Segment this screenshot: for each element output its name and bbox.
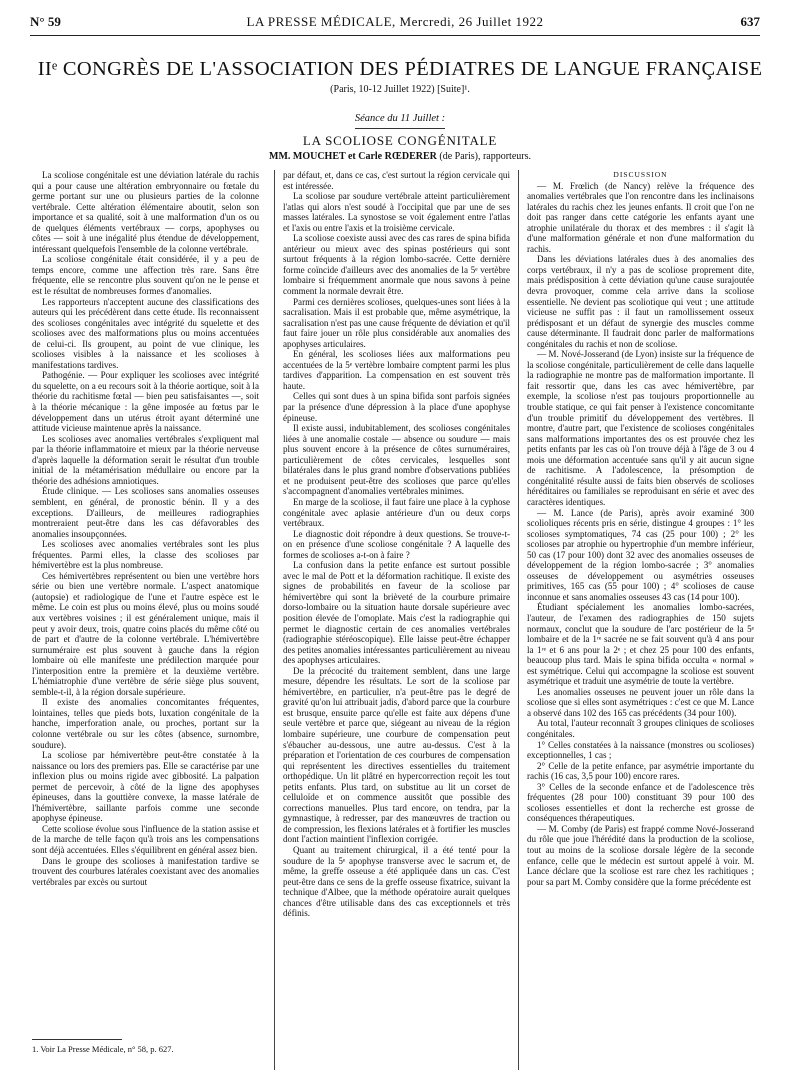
paragraph: — M. Frœlich (de Nancy) relève la fréquence des anomalies vertébrales que l'on rencontre dans les inclinaisons latérales du rachis chez les jeunes enfants. Il croit que l'on ne doit pas ranger dans cette catégorie les enfants ayant une atrophie unilatérale du thorax et des membres : il s'agit là d'une malformation générale et non d'une malformation du rachis. bbox=[527, 180, 754, 254]
paragraph: En général, les scolioses liées aux malformations peu accentuées de la 5ᵉ vertèbre lombaire comptent parmi les plus tardives d'apparition. La compensation en est souvent très haute. bbox=[283, 349, 510, 391]
paragraph: Celles qui sont dues à un spina bifida sont parfois signées par la présence d'une dépression à la place d'une apophyse épineuse. bbox=[283, 391, 510, 423]
paragraph: La confusion dans la petite enfance est surtout possible avec le mal de Pott et la déformation rachitique. Il existe des signes de probabilités en faveur de la scoliose par hémivertèbre qui sont la brièveté de la courbure primaire dorso-lombaire ou la situation haute dorsale supérieure avec position élevée de l'omoplate. Mais c'est la radiographie qui permet le diagnostic certain de ces anomalies vertébrales (radiographie stéréoscopique). Elle laisse peut-être échapper des petites anomalies intéressantes particulièrement au niveau des apophyses articulaires. bbox=[283, 560, 510, 666]
paragraph: Le diagnostic doit répondre à deux questions. Se trouve-t-on en présence d'une scoliose congénitale ? A laquelle des formes de scolioses a-t-on à faire ? bbox=[283, 528, 510, 560]
article-subtitle: (Paris, 10-12 Juillet 1922) [Suite]¹. bbox=[330, 84, 470, 95]
paragraph: La scoliose par soudure vertébrale atteint particulièrement l'atlas qui alors n'est soudé à l'occipital que par une de ses masses latérales. La synostose se voit également entre l'atlas et l'axis ou entre l'axis et la troisième cervicale. bbox=[283, 191, 510, 233]
paragraph: Les scolioses avec anomalies vertébrales s'expliquent mal par la théorie inflammatoire et mieux par la théorie nerveuse d'après laquelle la déformation serait le résultat d'un trouble initial de la métamérisation médullaire ou encore par la théorie des adhésions amniotiques. bbox=[32, 433, 259, 486]
paragraph: — M. Comby (de Paris) est frappé comme Nové-Josserand du rôle que joue l'hérédité dans la production de la scoliose, tout au moins de la scoliose dorsale légère de la seconde enfance, celle que le médecin est surtout appelé à voir. M. Lance déclare que la scoliose est rare chez les rachitiques ; pour sa part M. Comby considère que la forme précédente est bbox=[527, 823, 754, 887]
topic-heading: LA SCOLIOSE CONGÉNITALE bbox=[302, 133, 498, 148]
paragraph: La scoliose congénitale est une déviation latérale du rachis qui a pour cause une altération embryonnaire ou fœtale du germe portant sur une ou plusieurs parties de la colonne vertébrale. Cette altération élémentaire aboutit, selon son importance et sa qualité, soit à une malformation d'un os ou de quelques éléments vertébraux — corps, apophyses ou côtes — soit à une inégalité plus étendue de développement, intéressant quelquefois l'ensemble de la colonne vertébrale. bbox=[32, 170, 259, 254]
paragraph: 1° Celles constatées à la naissance (monstres ou scolioses) exceptionnelles, 1 cas ; bbox=[527, 739, 754, 761]
paragraph: Quant au traitement chirurgical, il a été tenté pour la soudure de la 5ᵉ apophyse transverse avec le sacrum et, de même, la greffe osseuse a été appliquée dans un cas. C'est peut-être dans ce sens de la greffe osseuse fixatrice, suivant la technique d'Albee, que la méthode opératoire aurait quelques chances d'être utilisable dans des cas exceptionnels et très définis. bbox=[283, 845, 510, 919]
paragraph: Il existe aussi, indubitablement, des scolioses congénitales liées à une anomalie costale — absence ou soudure — mais plus souvent encore à la présence de côtes surnuméraires, particulièrement de côtes cervicales, lesquelles sont bilatérales dans le plus grand nombre d'observations publiées et ne produisent peut-être des scolioses que parce qu'elles s'accompagnent d'anomalies vertébrales minimes. bbox=[283, 423, 510, 497]
paragraph: — M. Nové-Josserand (de Lyon) insiste sur la fréquence de la scoliose congénitale, particulièrement de celle dans laquelle la radiographie ne montre pas de malformation importante. Il fait ressortir que, dans les cas avec hémivertèbre, par exemple, la scoliose n'est pas toujours proportionnelle au trouble statique, ce qui fait penser à l'existence concomitante d'un trouble primitif du développement des vertèbres. Il montre, d'autre part, que l'existence de scolioses congénitales sans malformations importantes des os est prouvée chez les petits enfants par les cas où l'on trouve déjà à l'âge de 3 ou 4 mois une déformation accentuée sans qu'il y ait aucun signe de rachitisme. A l'adolescence, la présomption de congénitalité résulte aussi de faits bien observés de scolioses héréditaires ou familiales se reproduisant en série et avec des caractères identiques. bbox=[527, 349, 754, 507]
issue-number: N° 59 bbox=[30, 14, 61, 29]
paragraph: Parmi ces dernières scolioses, quelques-unes sont liées à la sacralisation. Mais il est probable que, même asymétrique, la sacralisation n'est pas une cause fréquente de déviation et qu'il faut faire jouer un rôle plus considérable aux anomalies des apophyses articulaires. bbox=[283, 296, 510, 349]
session-date: Séance du 11 Juillet : bbox=[354, 113, 446, 124]
paragraph: Cette scoliose évolue sous l'influence de la station assise et de la marche de telle façon qu'à trois ans les compensations sont déjà accentuées. Elles s'équilibrent en général assez bien. bbox=[32, 823, 259, 855]
paragraph: Dans les déviations latérales dues à des anomalies des corps vertébraux, il n'y a pas de scoliose proprement dite, mais prédisposition à cette déviation qu'une cause surajoutée devra provoquer, comme cela arrive dans la scoliose essentielle. Ne devient pas scoliotique qui veut ; une attitude vicieuse ne suffit pas : il faut un ramollissement osseux prédisposant et un défaut de synergie des muscles comme cause déterminante. Il faudrait donc parler de malformations congénitales du rachis et non de scoliose. bbox=[527, 254, 754, 349]
paragraph: Les scolioses avec anomalies vertébrales sont les plus fréquentes. Parmi elles, la classe des scolioses par hémivertèbre est la plus nombreuse. bbox=[32, 539, 259, 571]
footnote-rule bbox=[32, 1039, 122, 1040]
session-rule bbox=[355, 128, 445, 129]
paragraph: Dans le groupe des scolioses à manifestation tardive se trouvent des courbures latérales coexistant avec des anomalies vertébrales par excès ou surtout bbox=[32, 855, 259, 887]
paragraph: Il existe des anomalies concomitantes fréquentes, lointaines, telles que pieds bots, luxation congénitale de la hanche, imperforation anale, ou proches, portant sur la colonne vertébrale ou sur les côtes (absence, surnombre, soudure). bbox=[32, 697, 259, 750]
column-rule-1 bbox=[274, 170, 275, 1070]
paragraph: Ces hémivertèbres représentent ou bien une vertèbre hors série ou bien une vertèbre normale. L'aspect anatomique (autopsie) et radiologique de l'une et l'autre espèce est le même. Le coin est plus ou moins élevé, plus ou moins soudé aux vertèbres voisines ; il est généralement unique, mais il peut y avoir deux, trois, quatre coins placés du même côté ou de part et d'autre de la colonne vertébrale. L'hémivertèbre surnuméraire est plus souvent à gauche dans la région lombaire où elle manifeste une prédilection marquée pour l'interposition entre la première et la deuxième vertèbre. L'hémiatrophie d'une vertèbre de série siège plus souvent, semble-t-il, à la région dorsale supérieure. bbox=[32, 570, 259, 697]
column-3 bbox=[527, 170, 754, 1075]
paragraph: par défaut, et, dans ce cas, c'est surtout la région cervicale qui est intéressée. bbox=[283, 170, 510, 191]
column-1 bbox=[32, 170, 259, 1028]
column-rule-2 bbox=[518, 170, 519, 1070]
paragraph: 3° Celles de la seconde enfance et de l'adolescence très fréquentes (28 pour 100) constituant 39 pour 100 des scolioses essentielles et dont la recherche est grosse de conséquences thérapeutiques. bbox=[527, 781, 754, 824]
article-title: IIᵉ CONGRÈS DE L'ASSOCIATION DES PÉDIATRES DE LANGUE FRANÇAISE bbox=[37, 58, 763, 80]
journal-line: LA PRESSE MÉDICALE, Mercredi, 26 Juillet 1922 bbox=[246, 14, 544, 29]
paragraph: La scoliose congénitale était considérée, il y a peu de temps encore, comme une affection très rare. Sans être fréquente, elle se rencontre plus souvent qu'on ne le pense et est le résultat de nombreuses formes d'anomalies. bbox=[32, 254, 259, 297]
paragraph: Étudiant spécialement les anomalies lombo-sacrées, l'auteur, de l'examen des radiographies de 150 sujets normaux, conclut que la soudure de l'arc postérieur de la 5ᵉ lombaire et de la 1ʳᵉ sacrée ne se fait souvent qu'à 4 ans pour la 1ʳᵉ et 6 ans pour la 2ᵉ ; et chez 25 pour 100 des enfants, beaucoup plus tard. Mais le spina bifida occulta « normal » est symétrique. Celui qui accompagne la scoliose est souvent asymétrique et traduit une asymétrie de toute la vertèbre. bbox=[527, 602, 754, 687]
paragraph: Les anomalies osseuses ne peuvent jouer un rôle dans la scoliose que si elles sont asymétriques : c'est ce que M. Lance a observé dans 102 des 165 cas précédents (34 pour 100). bbox=[527, 686, 754, 718]
discussion-heading: DISCUSSION bbox=[613, 170, 668, 179]
author-affiliation: (de Paris), rapporteurs. bbox=[436, 151, 531, 162]
column-2 bbox=[283, 170, 510, 1075]
paragraph: La scoliose coexiste aussi avec des cas rares de spina bifida antérieur ou mieux avec des spinas postérieurs qui sont surtout fréquents à la région lombo-sacrée. Cette dernière forme coïncide d'ailleurs avec des anomalies de la 5ᵉ vertèbre lombaire si fréquemment anormale que nous savons à peine comment la normale devrait être. bbox=[283, 233, 510, 297]
paragraph: De la précocité du traitement semblent, dans une large mesure, dépendre les résultats. Le sort de la scoliose par hémivertèbre, en particulier, n'a peut-être pas le degré de gravité qu'on lui attribuait jadis, d'abord parce que la courbure est brusque, ensuite parce qu'elle est faite aux dépens d'une seule vertèbre et parce que, siégeant au niveau de la région lombaire supérieure, une courbure de compensation peut s'ébaucher au-dessous, une autre au-dessus. C'est à la préparation et l'orientation de ces courbures de compensation qui représentent les directives essentielles du traitement orthopédique. Un lit plâtré en hypercorrection reçoit les tout petits enfants. Plus tard, on substitue au lit un corset de celluloïde et on commence aussitôt que possible des corrections manuelles. Plus tard encore, on tendra, par la gymnastique, à redresser, par des manœuvres de traction ou de compression, les flexions latérales et à fortifier les muscles dont l'action maintient l'inflexion corrigée. bbox=[283, 665, 510, 845]
authors-line bbox=[0, 151, 800, 162]
paragraph: 2° Celle de la petite enfance, par asymétrie importante du rachis (16 cas, 3,5 pour 100) encore rares. bbox=[527, 760, 754, 782]
running-header bbox=[30, 14, 760, 36]
footnote: 1. Voir La Presse Médicale, n° 58, p. 627. bbox=[32, 1044, 174, 1054]
author-names: MM. MOUCHET et Carle RŒDERER bbox=[269, 151, 437, 162]
paragraph: — M. Lance (de Paris), après avoir examiné 300 scolioliques récents pris en série, distingue 4 groupes : 1° les scolioses symptomatiques, 74 cas (25 pour 100) ; 2° les scolioses par atrophie ou hypertrophie d'un membre inférieur, 50 cas (17 pour 100) dont 32 avec des anomalies osseuses de développement de la région lombo-sacrée ; 3° anomalies osseuses de développement ou asymétries osseuses primitives, 165 cas (55 pour 100) ; 4° scolioses de cause inconnue et sans anomalies osseuses 43 cas (14 pour 100). bbox=[527, 507, 754, 602]
paragraph: En marge de la scoliose, il faut faire une place à la cyphose congénitale avec aplasie antérieure d'un ou deux corps vertébraux. bbox=[283, 496, 510, 529]
paragraph: Au total, l'auteur reconnaît 3 groupes cliniques de scolioses congénitales. bbox=[527, 718, 754, 739]
paragraph: Étude clinique. — Les scolioses sans anomalies osseuses semblent, en général, de pronostic bénin. Il y a des exceptions. D'ailleurs, de meilleures radiographies montreraient peut-être dans les cas défavorables des anomalies insoupçonnées. bbox=[32, 486, 259, 539]
paragraph: Pathogénie. — Pour expliquer les scolioses avec intégrité du squelette, on a eu recours soit à la théorie aortique, soit à la théorie du rachitisme fœtal — bien peu satisfaisantes —, soit à la théorie mécanique : la gêne imposée au fœtus par le développement dans un utérus étroit ayant déterminé une attitude vicieuse maintenue après la naissance. bbox=[32, 370, 259, 434]
paragraph: Les rapporteurs n'acceptent aucune des classifications des auteurs qui les précédèrent dans cette étude. Ils reconnaissent des scolioses congénitales avec intégrité du squelette et des scolioses avec des malformations plus ou moins accentuées de celui-ci. Ils groupent, au point de vue clinique, les scolioses visibles à la naissance et les scolioses à manifestations tardives. bbox=[32, 296, 259, 370]
paragraph: La scoliose par hémivertèbre peut-être constatée à la naissance ou lors des premiers pas. Elle se caractérise par une inflexion plus ou moins rigide avec gibbosité. La palpation permet de percevoir, à côté de la ligne des apophyses épineuses, dans la gouttière convexe, la masse latérale de l'hémivertèbre, saillante parfois comme une seconde apophyse épineuse. bbox=[32, 750, 259, 824]
page-number: 637 bbox=[740, 14, 760, 29]
